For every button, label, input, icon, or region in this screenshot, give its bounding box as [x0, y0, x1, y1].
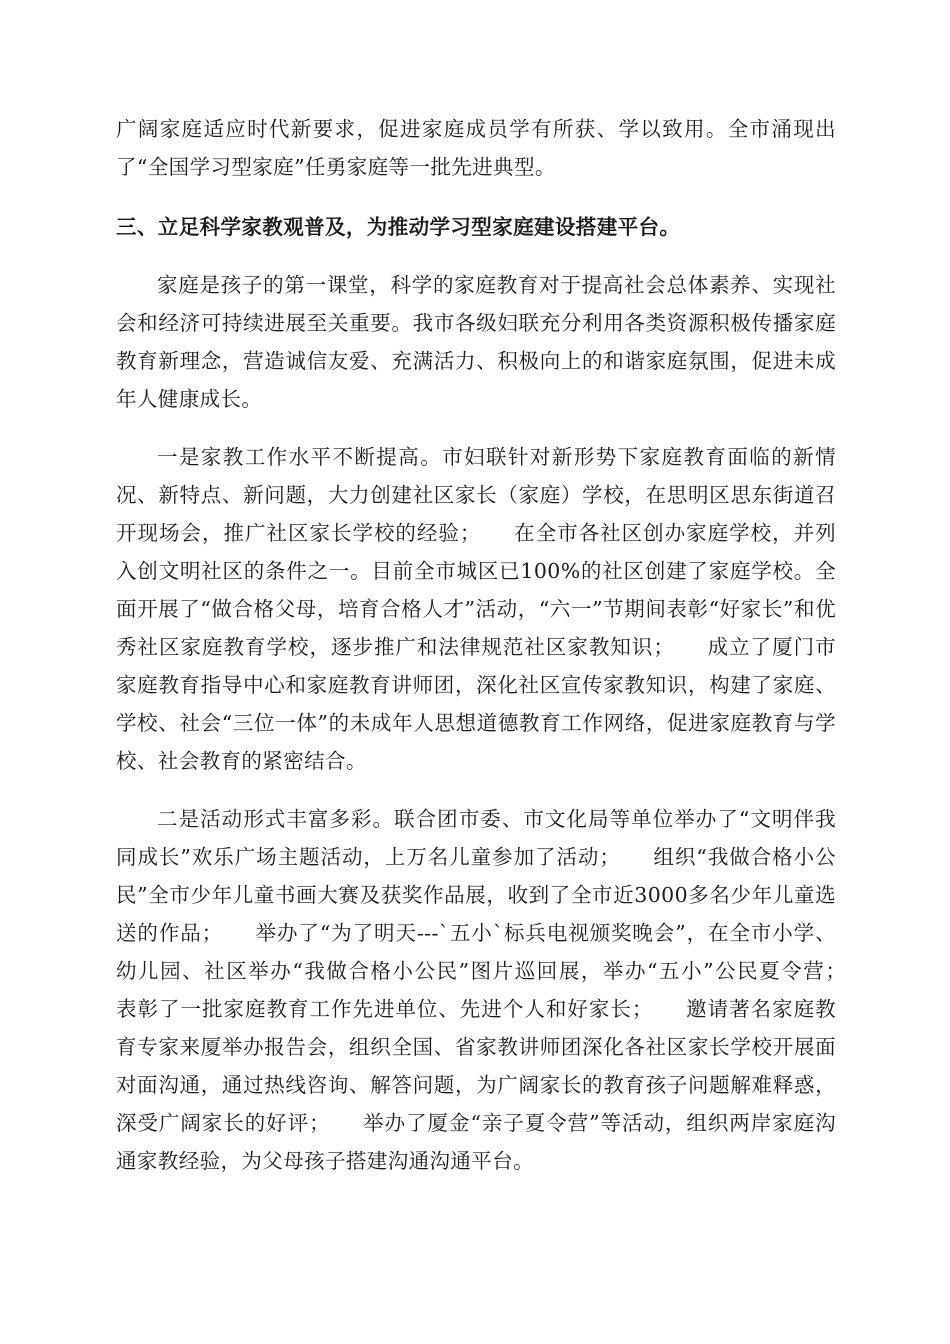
- document-body: [116, 110, 878, 1200]
- paragraph-point-two: 二是活动形式丰富多彩。联合团市委、市文化局等单位举办了“文明伴我同成长”欢乐广场主题活动，上万名儿童参加了活动； 组织“我做合格小公民”全市少年儿童书画大赛及获奖作品展，收到了全市近3000多名少年儿童选送的作品； 举办了“为了明天---`五小`标兵电视颁奖晚会”，在全市小学、幼儿园、社区举办“我做合格小公民”图片巡回展，举办“五小”公民夏令营； 表彰了一批家庭教育工作先进单位、先进个人和好家长； 邀请著名家庭教育专家来厦举办报告会，组织全国、省家教讲师团深化各社区家长学校开展面对面沟通，通过热线咨询、解答问题，为广阔家长的教育孩子问题解难释惑，深受广阔家长的好评； 举办了厦金“亲子夏令营”等活动，组织两岸家庭沟通家教经验，为父母孩子搭建沟通沟通平台。: [116, 807, 878, 1173]
- paragraph-point-one: 一是家教工作水平不断提高。市妇联针对新形势下家庭教育面临的新情况、新特点、新问题，大力创建社区家长（家庭）学校，在思明区思东街道召开现场会，推广社区家长学校的经验； 在全市各社区创办家庭学校，并列入创文明社区的条件之一。目前全市城区已100%的社区创建了家庭学校。全面开展了“做合格父母，培育合格人才”活动，“六一”节期间表彰“好家长”和优秀社区家庭教育学校，逐步推广和法律规范社区家教知识； 成立了厦门市家庭教育指导中心和家庭教育讲师团，深化社区宣传家教知识，构建了家庭、学校、社会“三位一体”的未成年人思想道德教育工作网络，促进家庭教育与学校、社会教育的紧密结合。: [116, 445, 836, 773]
- paragraph-continuation: 广阔家庭适应时代新要求，促进家庭成员学有所获、学以致用。全市涌现出了“全国学习型家庭”任勇家庭等一批先进典型。: [116, 117, 836, 179]
- section-heading: 三、立足科学家教观普及，为推动学习型家庭建设搭建平台。: [116, 215, 681, 239]
- paragraph-intro: 家庭是孩子的第一课堂，科学的家庭教育对于提高社会总体素养、实现社会和经济可持续进展至关重要。我市各级妇联充分利用各类资源积极传播家庭教育新理念，营造诚信友爱、充满活力、积极向上的和谐家庭氛围，促进未成年人健康成长。: [116, 273, 836, 411]
